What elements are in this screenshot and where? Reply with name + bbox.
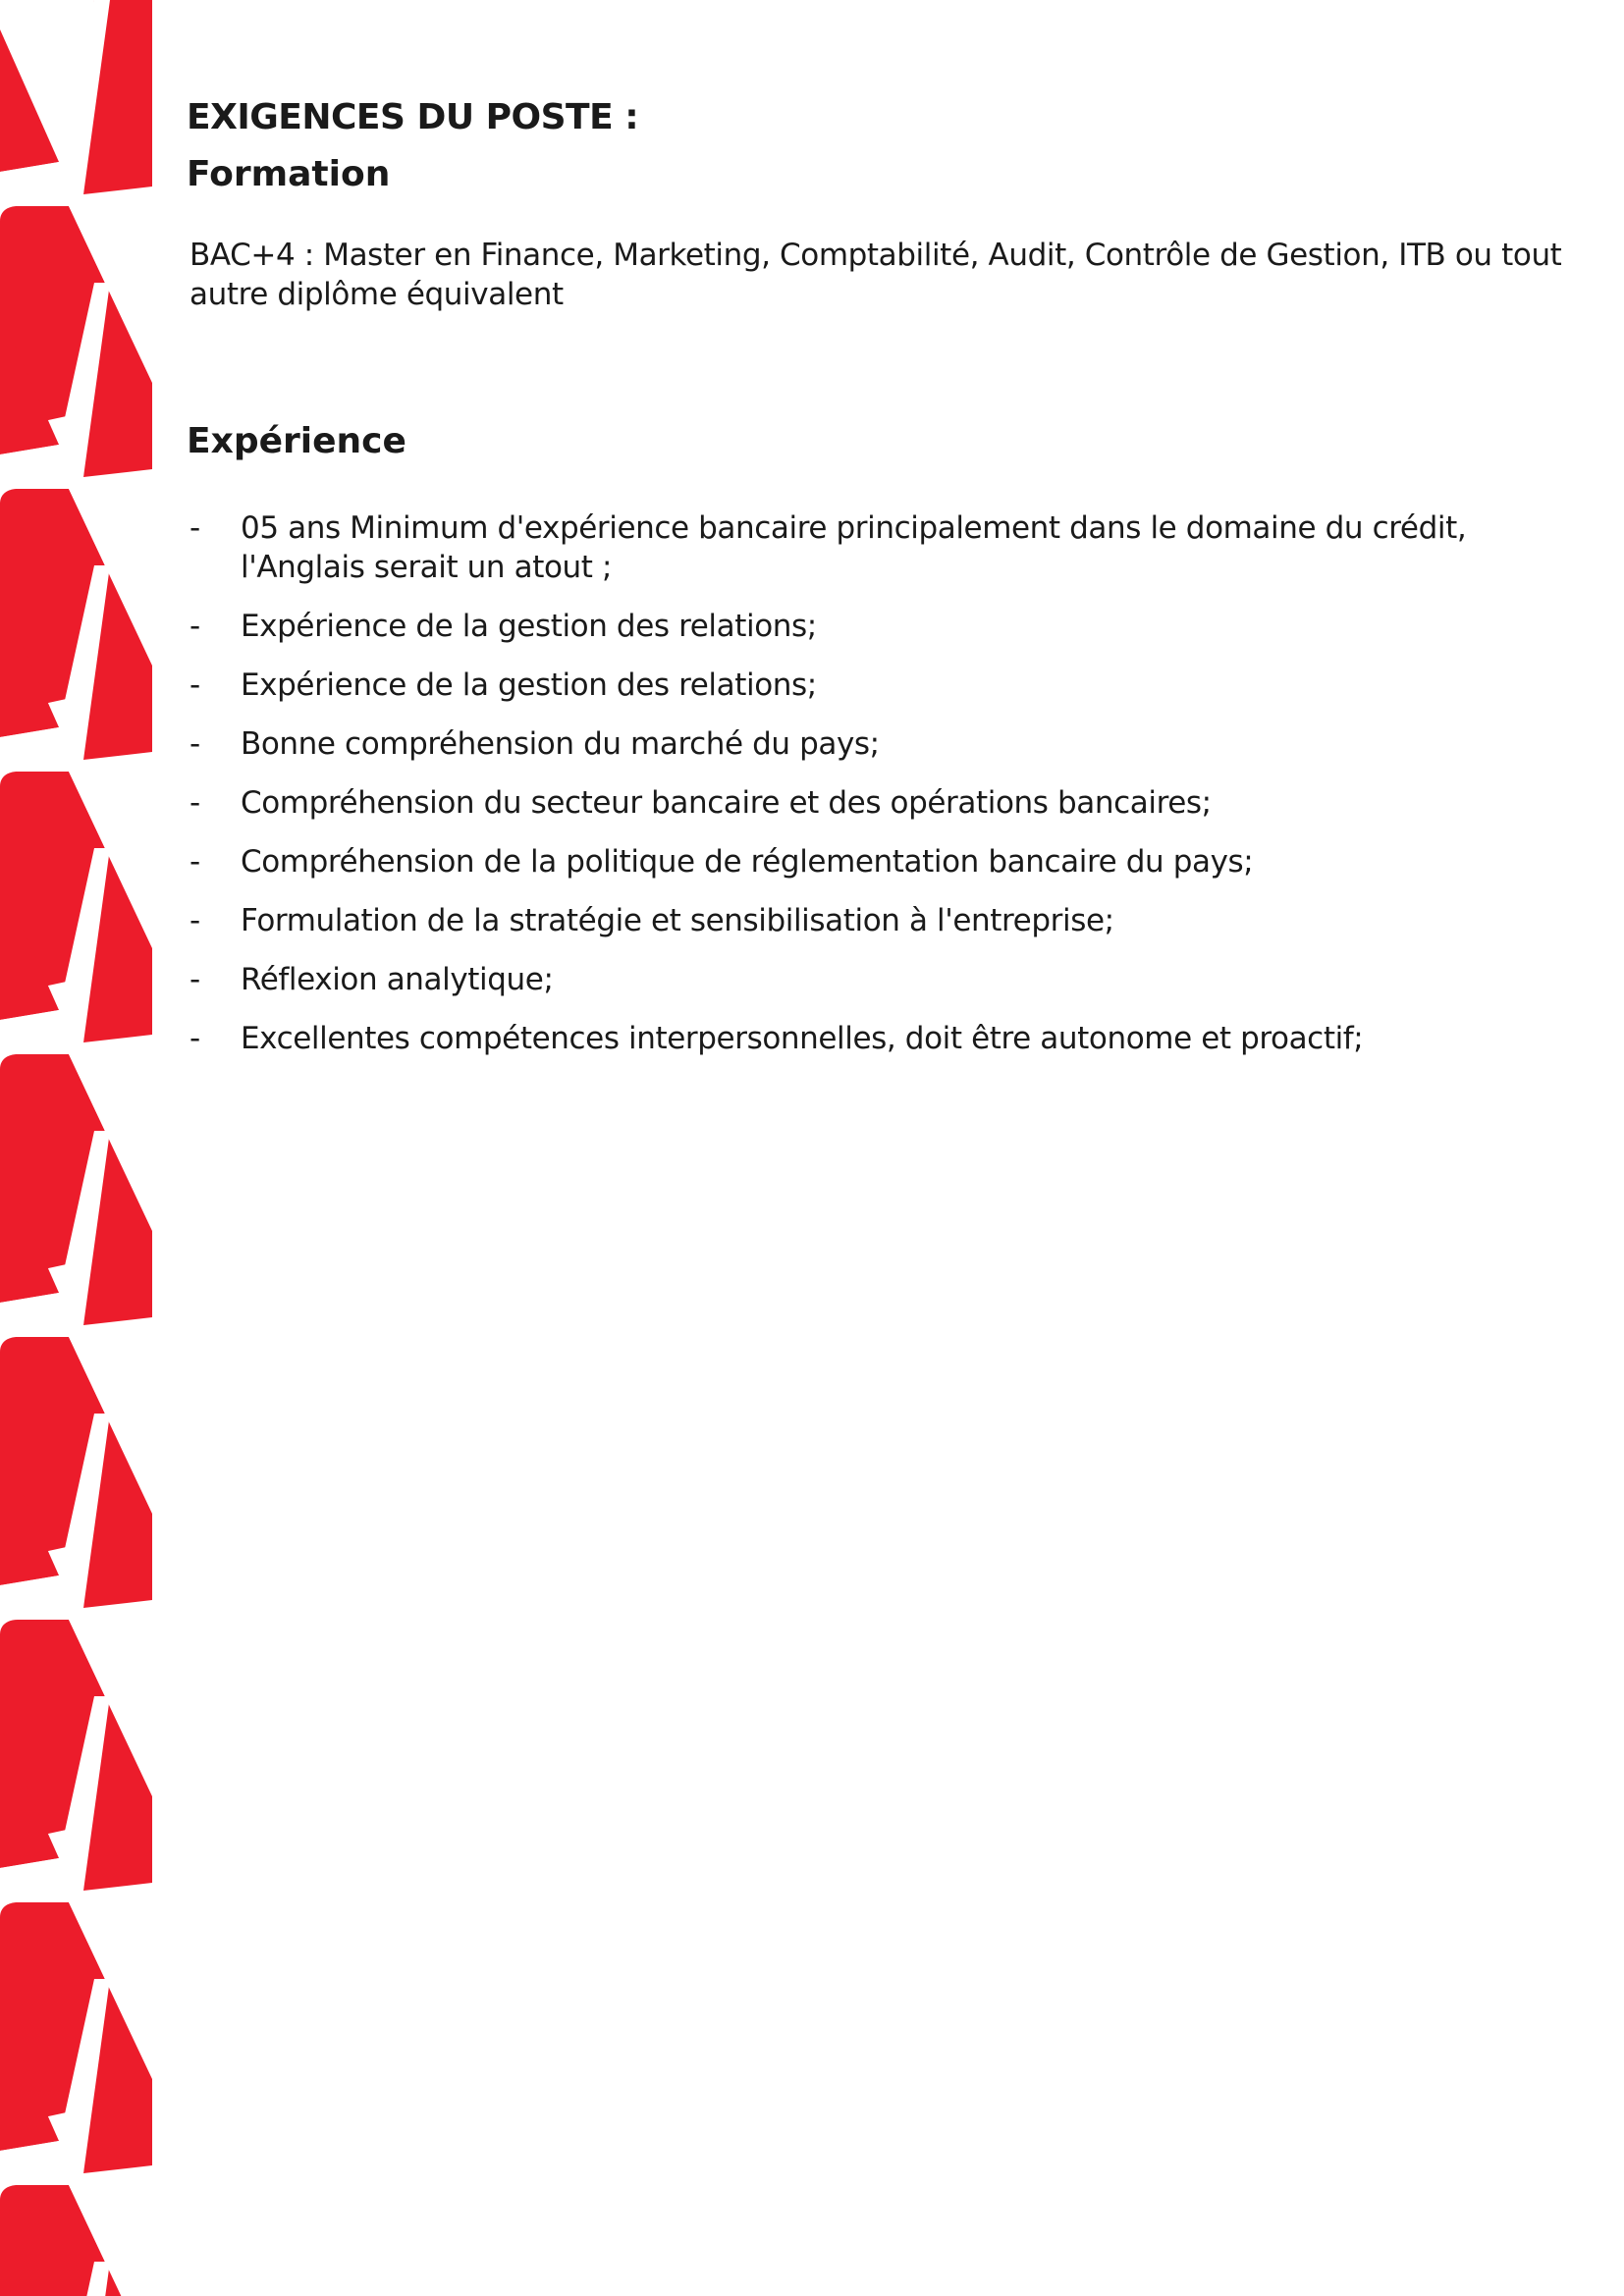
list-item-text: Compréhension du secteur bancaire et des opérations bancaires; — [241, 785, 1212, 821]
list-item — [187, 960, 1561, 999]
experience-list — [187, 508, 1561, 1058]
formation-text: BAC+4 : Master en Finance, Marketing, Comptabilité, Audit, Contrôle de Gestion, ITB ou tout autre diplôme équivalent — [189, 238, 1562, 312]
list-item-text: Excellentes compétences interpersonnelles, doit être autonome et proactif; — [241, 1021, 1364, 1056]
red-triangle-pattern-icon — [0, 0, 152, 2296]
list-item-text: Expérience de la gestion des relations; — [241, 667, 817, 703]
experience-heading: Expérience — [187, 421, 406, 461]
bullet-dash: - — [189, 903, 200, 938]
decorative-side-strip — [0, 0, 152, 2296]
bullet-dash: - — [189, 726, 200, 762]
list-item — [187, 901, 1561, 940]
bullet-dash: - — [189, 609, 200, 644]
list-item-text: 05 ans Minimum d'expérience bancaire principalement dans le domaine du crédit, l'Anglais serait un atout ; — [241, 510, 1467, 585]
list-item-text: Compréhension de la politique de réglementation bancaire du pays; — [241, 844, 1254, 880]
list-item-text: Expérience de la gestion des relations; — [241, 609, 817, 644]
bullet-dash: - — [189, 510, 200, 546]
list-item-text: Bonne compréhension du marché du pays; — [241, 726, 880, 762]
bullet-dash: - — [189, 844, 200, 880]
list-item — [187, 724, 1561, 764]
list-item — [187, 508, 1561, 587]
formation-heading: Formation — [187, 154, 391, 194]
pattern-shape — [0, 29, 59, 172]
list-item — [187, 783, 1561, 823]
list-item — [187, 666, 1561, 705]
list-item-text: Formulation de la stratégie et sensibilisation à l'entreprise; — [241, 903, 1114, 938]
bullet-dash: - — [189, 962, 200, 997]
list-item — [187, 842, 1561, 881]
list-item — [187, 1019, 1561, 1058]
list-item — [187, 607, 1561, 646]
bullet-dash: - — [189, 667, 200, 703]
document-content — [187, 94, 1561, 1078]
bullet-dash: - — [189, 785, 200, 821]
list-item-text: Réflexion analytique; — [241, 962, 554, 997]
page-title: EXIGENCES DU POSTE : — [187, 97, 639, 137]
bullet-dash: - — [189, 1021, 200, 1056]
